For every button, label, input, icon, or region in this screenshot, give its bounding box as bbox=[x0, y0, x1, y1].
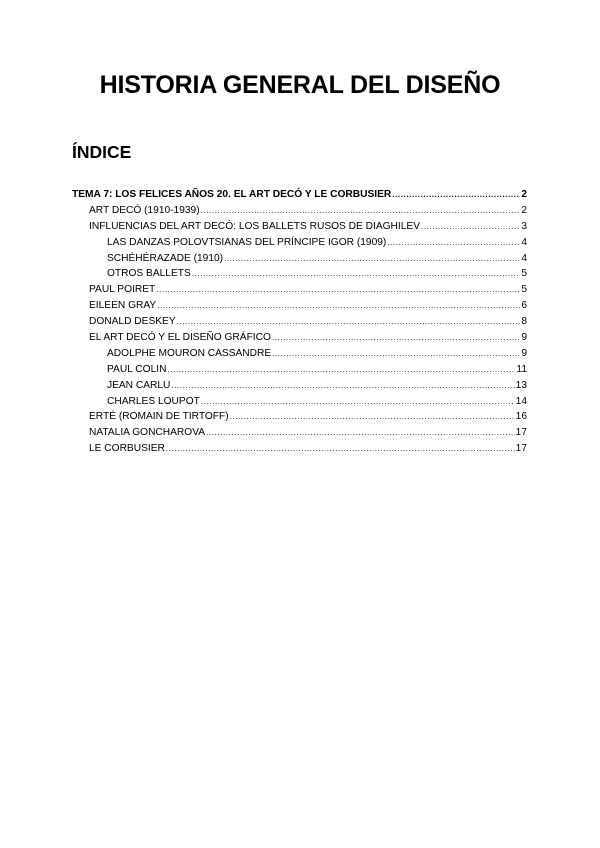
toc-page-number: 11 bbox=[516, 363, 527, 375]
toc-page-number: 9 bbox=[521, 347, 527, 359]
toc-entry[interactable] bbox=[72, 314, 527, 330]
toc-page-number: 8 bbox=[521, 316, 527, 328]
toc-entry-title: PAUL POIRET bbox=[89, 284, 156, 296]
toc-entry-title: INFLUENCIAS DEL ART DECÓ: LOS BALLETS RUSOS DE DIAGHILEV bbox=[89, 220, 421, 232]
index-heading: ÍNDICE bbox=[72, 142, 132, 162]
toc-entry-title: TEMA 7: LOS FELICES AÑOS 20. EL ART DECÓ Y LE CORBUSIER bbox=[72, 189, 392, 200]
toc-entry-title: OTROS BALLETS bbox=[107, 268, 191, 280]
toc-entry[interactable] bbox=[72, 346, 527, 362]
toc-page-number: 9 bbox=[521, 332, 527, 344]
toc-dot-leader bbox=[224, 251, 520, 267]
toc-entry-title: EILEEN GRAY bbox=[89, 300, 157, 312]
toc-page-number: 16 bbox=[515, 411, 527, 423]
toc-entry[interactable] bbox=[72, 282, 527, 298]
toc-dot-leader bbox=[156, 282, 520, 298]
toc-entry-title: NATALIA GONCHAROVA bbox=[89, 427, 206, 439]
toc-entry[interactable] bbox=[72, 394, 527, 410]
toc-page-number: 2 bbox=[521, 189, 527, 200]
toc-dot-leader bbox=[272, 330, 520, 346]
toc-dot-leader bbox=[201, 203, 521, 219]
toc-entry-title: CHARLES LOUPOT bbox=[107, 395, 200, 407]
toc-entry-title: JEAN CARLU bbox=[107, 379, 171, 391]
toc-page-number: 14 bbox=[515, 395, 527, 407]
toc-dot-leader bbox=[192, 266, 521, 282]
toc-dot-leader bbox=[157, 298, 520, 314]
toc-entry[interactable] bbox=[72, 298, 527, 314]
toc-page-number: 3 bbox=[521, 220, 527, 232]
toc-entry[interactable] bbox=[72, 425, 527, 441]
toc-entry-title: LE CORBUSIER bbox=[89, 443, 165, 455]
document-title: HISTORIA GENERAL DEL DISEÑO bbox=[99, 71, 501, 99]
toc-page-number: 5 bbox=[521, 268, 527, 280]
toc-dot-leader bbox=[167, 362, 515, 378]
toc-page-number: 4 bbox=[521, 236, 527, 248]
toc-entry-title: ERTÉ (ROMAIN DE TIRTOFF) bbox=[89, 411, 229, 423]
toc-page-number: 2 bbox=[521, 204, 527, 216]
toc-entry[interactable] bbox=[72, 251, 527, 267]
toc-entry[interactable] bbox=[72, 266, 527, 282]
toc-entry-title: SCHÉHÉRAZADE (1910) bbox=[107, 252, 224, 264]
toc-entry[interactable] bbox=[72, 235, 527, 251]
toc-entry[interactable] bbox=[72, 330, 527, 346]
toc-entry-title: ART DECÓ (1910-1939) bbox=[89, 204, 200, 216]
toc-page-number: 17 bbox=[515, 427, 527, 439]
toc-dot-leader bbox=[272, 346, 520, 362]
toc-entry[interactable] bbox=[72, 409, 527, 425]
toc-entry-title: ADOLPHE MOURON CASSANDRE bbox=[107, 347, 272, 359]
toc-page-number: 17 bbox=[515, 443, 527, 455]
toc-entry[interactable] bbox=[72, 378, 527, 394]
toc-dot-leader bbox=[392, 187, 520, 203]
toc-dot-leader bbox=[421, 219, 520, 235]
toc-entry-title: EL ART DECÓ Y EL DISEÑO GRÁFICO bbox=[89, 332, 271, 344]
toc-entry-title: DONALD DESKEY bbox=[89, 316, 176, 328]
toc-page-number: 5 bbox=[521, 284, 527, 296]
toc-entry[interactable] bbox=[72, 219, 527, 235]
toc-dot-leader bbox=[206, 425, 515, 441]
table-of-contents bbox=[72, 187, 527, 457]
toc-entry[interactable] bbox=[72, 441, 527, 457]
toc-dot-leader bbox=[177, 314, 521, 330]
toc-entry-title: LAS DANZAS POLOVTSIANAS DEL PRÍNCIPE IGOR (1909) bbox=[107, 236, 387, 248]
toc-entry[interactable] bbox=[72, 187, 527, 203]
toc-dot-leader bbox=[230, 409, 515, 425]
toc-entry-title: PAUL COLIN bbox=[107, 363, 167, 375]
toc-dot-leader bbox=[171, 378, 514, 394]
toc-dot-leader bbox=[201, 394, 515, 410]
toc-entry[interactable] bbox=[72, 362, 527, 378]
toc-entry[interactable] bbox=[72, 203, 527, 219]
toc-dot-leader bbox=[387, 235, 520, 251]
toc-page-number: 6 bbox=[521, 300, 527, 312]
toc-page-number: 4 bbox=[521, 252, 527, 264]
toc-page-number: 13 bbox=[515, 379, 527, 391]
toc-dot-leader bbox=[166, 441, 515, 457]
